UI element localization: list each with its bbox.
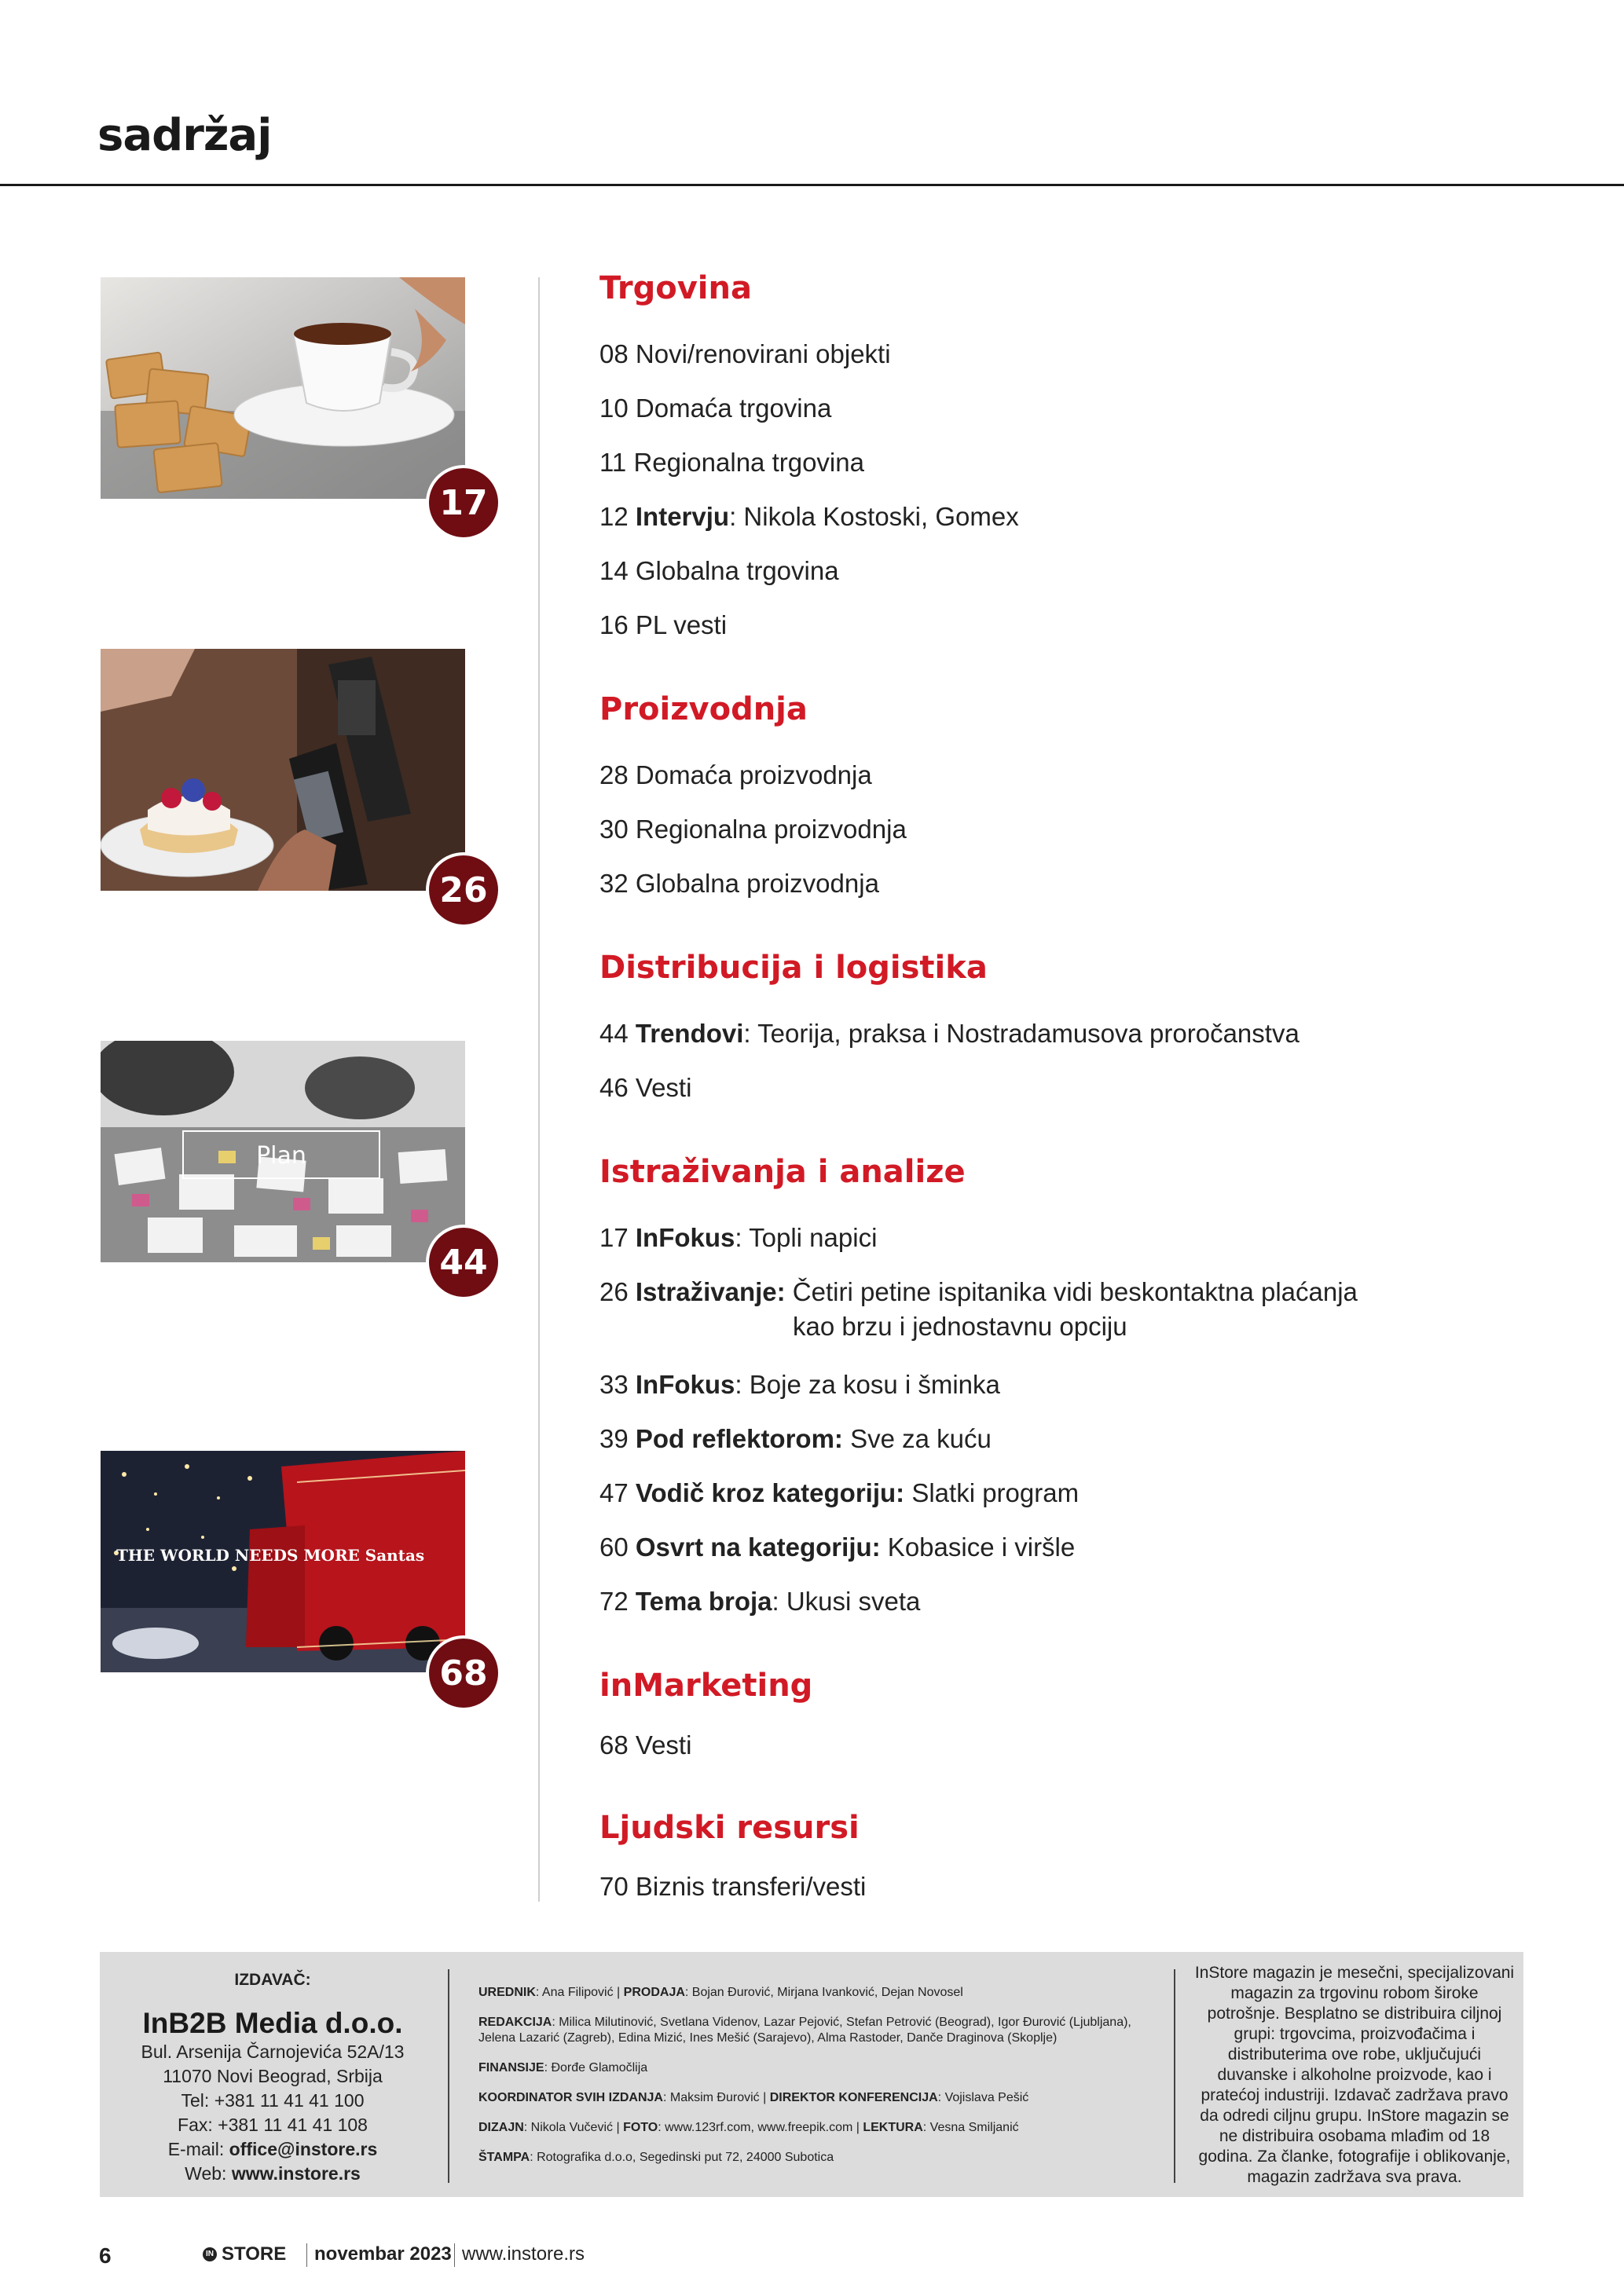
- footer-divider: [1174, 1969, 1175, 2183]
- phone-line: Tel: +381 11 41 41 100: [181, 2090, 365, 2111]
- credit-row: REDAKCIJA: Milica Milutinović, Svetlana Videnov, Lazar Pejović, Stefan Petrović (Beograd), Igor Đurović (Ljubljana), Jelena Lazarić (Zagreb), Edina Mizić, Ines Mešić (Sarajevo), Alma Rastoder, Danče Draginova (Skoplje): [478, 2016, 1131, 2045]
- publisher-block: [100, 1952, 445, 2197]
- page-badge-68[interactable]: 68: [426, 1635, 501, 1711]
- thumbnail-payment[interactable]: [101, 649, 465, 891]
- toc-entry[interactable]: 16 PL vesti: [599, 610, 728, 639]
- in-logo-icon: IN: [203, 2247, 217, 2261]
- toc-entry[interactable]: 46 Vesti: [599, 1073, 692, 1102]
- plan-overlay-text: Plan: [256, 1142, 306, 1170]
- toc-entry[interactable]: 32 Globalna proizvodnja: [599, 869, 879, 898]
- about-text: InStore magazin je mesečni, specijalizovani magazin za trgovinu robom široke potrošnje. Besplatno se distribuira ciljnoj grupi: trgovcima, proizvođačima i distributerima ove robe, uključujući duvanske i alkoholne proizvode, kao i pratećoj industriji. Izdavač zadržava pravo da odredi ciljnu grupu. InStore magazin se ne distribuira osobama mlađim od 18 godina. Za članke, fotografije i oblikovanje, magazin zadržava sva prava.: [1194, 1964, 1515, 2186]
- page-badge-26[interactable]: 26: [426, 852, 501, 928]
- header-rule: [0, 184, 1624, 186]
- credit-row: KOORDINATOR SVIH IZDANJA: Maksim Đurović | DIREKTOR KONFERENCIJA: Vojislava Pešić: [478, 2091, 1029, 2104]
- toc-entry[interactable]: 08 Novi/renovirani objekti: [599, 339, 891, 368]
- coffee-illustration: [101, 277, 465, 499]
- credits-block: [478, 1985, 1170, 2180]
- plan-illustration: [101, 1041, 465, 1262]
- toc-entry[interactable]: 60 Osvrt na kategoriju: Kobasice i viršle: [599, 1532, 1076, 1562]
- section-title-proizvodnja[interactable]: Proizvodnja: [599, 691, 808, 727]
- brand-logo: IN STORE: [203, 2243, 286, 2265]
- page-heading: sadržaj: [97, 110, 272, 161]
- imprint-box: [100, 1952, 1523, 2197]
- thumbnail-plan[interactable]: [101, 1041, 465, 1262]
- toc-entry[interactable]: 17 InFokus: Topli napici: [599, 1223, 878, 1252]
- toc-entry[interactable]: 33 InFokus: Boje za kosu i šminka: [599, 1370, 1000, 1399]
- footer-separator: [306, 2243, 307, 2267]
- issue-date: novembar 2023: [314, 2243, 452, 2265]
- toc-entry[interactable]: 68 Vesti: [599, 1730, 692, 1760]
- email-link[interactable]: office@instore.rs: [229, 2139, 378, 2159]
- footer-divider: [448, 1969, 449, 2183]
- santas-overlay-text: THE WORLD NEEDS MORE Santas: [116, 1546, 425, 1565]
- address-line: Bul. Arsenija Čarnojevića 52A/13: [141, 2041, 405, 2062]
- page-badge-17[interactable]: 17: [426, 465, 501, 540]
- section-title-ljudski[interactable]: Ljudski resursi: [599, 1810, 860, 1846]
- thumbnail-santas[interactable]: [101, 1451, 465, 1672]
- footer-separator: [454, 2243, 455, 2267]
- toc-entry[interactable]: 39 Pod reflektorom: Sve za kuću: [599, 1424, 992, 1453]
- toc-entry[interactable]: 12 Intervju: Nikola Kostoski, Gomex: [599, 502, 1019, 531]
- toc-entry[interactable]: 70 Biznis transferi/vesti: [599, 1872, 867, 1901]
- payment-illustration: [101, 649, 465, 891]
- section-title-istrazivanja[interactable]: Istraživanja i analize: [599, 1154, 966, 1190]
- section-title-distribucija[interactable]: Distribucija i logistika: [599, 950, 988, 986]
- toc-entry[interactable]: 30 Regionalna proizvodnja: [599, 815, 907, 844]
- column-divider: [538, 277, 540, 1902]
- credit-row: DIZAJN: Nikola Vučević | FOTO: www.123rf.com, www.freepik.com | LEKTURA: Vesna Smiljanić: [478, 2121, 1019, 2134]
- credit-row: ŠTAMPA: Rotografika d.o.o, Segedinski put 72, 24000 Subotica: [478, 2151, 834, 2164]
- thumbnail-coffee[interactable]: [101, 277, 465, 499]
- credit-row: UREDNIK: Ana Filipović | PRODAJA: Bojan Đurović, Mirjana Ivanković, Dejan Novosel: [478, 1986, 963, 1999]
- toc-entry[interactable]: 10 Domaća trgovina: [599, 394, 832, 423]
- site-url[interactable]: www.instore.rs: [462, 2243, 585, 2265]
- web-line: Web: www.instore.rs: [185, 2163, 361, 2184]
- santas-illustration: [101, 1451, 465, 1672]
- toc-entry[interactable]: 14 Globalna trgovina: [599, 556, 839, 585]
- address-line: 11070 Novi Beograd, Srbija: [163, 2066, 383, 2086]
- publisher-label: IZDAVAČ:: [234, 1971, 311, 1989]
- toc-entry[interactable]: 44 Trendovi: Teorija, praksa i Nostradamusova proročanstva: [599, 1019, 1300, 1048]
- page-number: 6: [99, 2243, 112, 2268]
- toc-entry[interactable]: 26 Istraživanje: Četiri petine ispitanika vidi beskontaktna plaćanja kao brzu i jednostavnu opciju: [599, 1277, 1358, 1341]
- publisher-name: InB2B Media d.o.o.: [142, 2007, 403, 2039]
- section-title-inmarketing[interactable]: inMarketing: [599, 1668, 813, 1704]
- credit-row: FINANSIJE: Đorđe Glamočlija: [478, 2061, 648, 2074]
- toc-entry[interactable]: 47 Vodič kroz kategoriju: Slatki program: [599, 1478, 1080, 1507]
- fax-line: Fax: +381 11 41 41 108: [178, 2115, 368, 2135]
- section-title-trgovina[interactable]: Trgovina: [599, 270, 752, 306]
- web-link[interactable]: www.instore.rs: [231, 2163, 361, 2184]
- page-badge-44[interactable]: 44: [426, 1225, 501, 1300]
- email-line: E-mail: office@instore.rs: [167, 2139, 378, 2159]
- toc-entry[interactable]: 28 Domaća proizvodnja: [599, 760, 872, 789]
- toc-entry[interactable]: 72 Tema broja: Ukusi sveta: [599, 1587, 921, 1616]
- toc-entry[interactable]: 11 Regionalna trgovina: [599, 448, 864, 477]
